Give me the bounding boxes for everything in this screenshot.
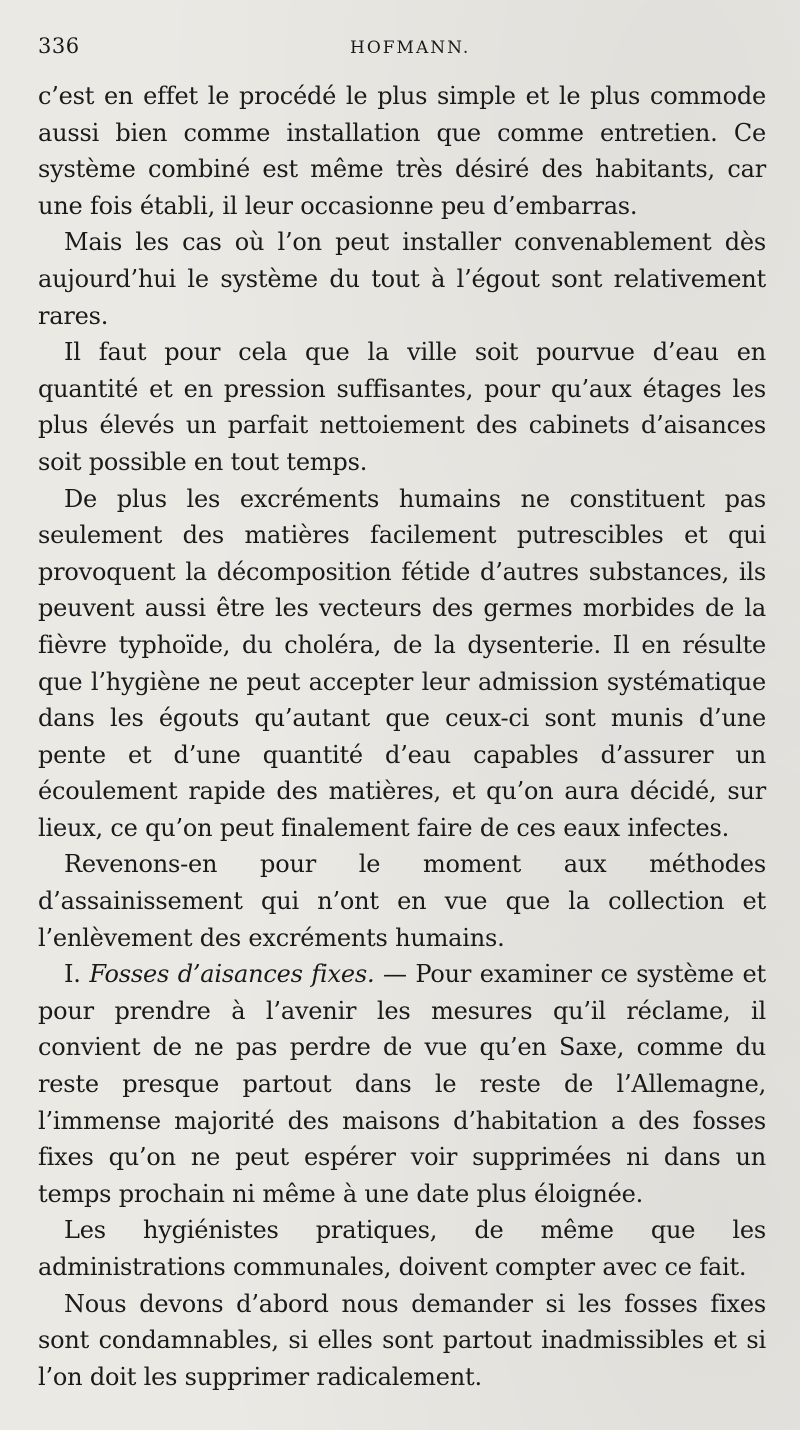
page-header: [38, 34, 766, 78]
paragraph: Mais les cas où l’on peut installer convenablement dès aujourd’hui le système du tout à l’égout sont relativement rares.: [38, 228, 766, 330]
paragraph-continuation: c’est en effet le procédé le plus simple et le plus commode aussi bien comme installation que comme entretien. Ce système combiné est même très désiré des habitants, car une fois établi, il leur occasionne peu d’embarras.: [38, 82, 766, 220]
paragraph: Il faut pour cela que la ville soit pourvue d’eau en quantité et en pression suffisantes, pour qu’aux étages les plus élevés un parfait nettoiement des cabinets d’aisances soit possible en tout temps.: [38, 338, 766, 476]
paragraph: Revenons-en pour le moment aux méthodes d’assainissement qui n’ont en vue que la collection et l’enlèvement des excréments humains.: [38, 850, 766, 952]
page-number: 336: [38, 34, 80, 58]
paragraph: Nous devons d’abord nous demander si les fosses fixes sont condamnables, si elles sont partout inadmissibles et si l’on doit les supprimer radicalement.: [38, 1289, 766, 1391]
section-title: Fosses d’aisances fixes.: [89, 960, 375, 989]
section-paragraph: [38, 956, 766, 1212]
paragraph: De plus les excréments humains ne constituent pas seulement des matières facilement putrescibles et qui provoquent la décomposition fétide d’autres substances, ils peuvent aussi être les vecteurs des germes morbides de la fièvre typhoïde, du choléra, de la dysenterie. Il en résulte que l’hygiène ne peut accepter leur admission systématique dans les égouts qu’autant que ceux-ci sont munis d’une pente et d’une quantité d’eau capables d’assurer un écoulement rapide des matières, et qu’on aura décidé, sur lieux, ce qu’on peut finalement faire de ces eaux infectes.: [38, 484, 766, 842]
section-number: I.: [64, 960, 81, 989]
section-text: — Pour examiner ce système et pour prendre à l’avenir les mesures qu’il réclame, il convient de ne pas perdre de vue qu’en Saxe, comme du reste presque partout dans le reste de l’Allemagne, l’immense majorité des maisons d’habitation a des fosses fixes qu’on ne peut espérer voir supprimées ni dans un temps prochain ni même à une date plus éloignée.: [38, 960, 766, 1208]
paragraph: Les hygiénistes pratiques, de même que les administrations communales, doivent compter avec ce fait.: [38, 1216, 766, 1281]
running-head: HOFMANN.: [350, 38, 471, 58]
body-text: [38, 78, 766, 1395]
